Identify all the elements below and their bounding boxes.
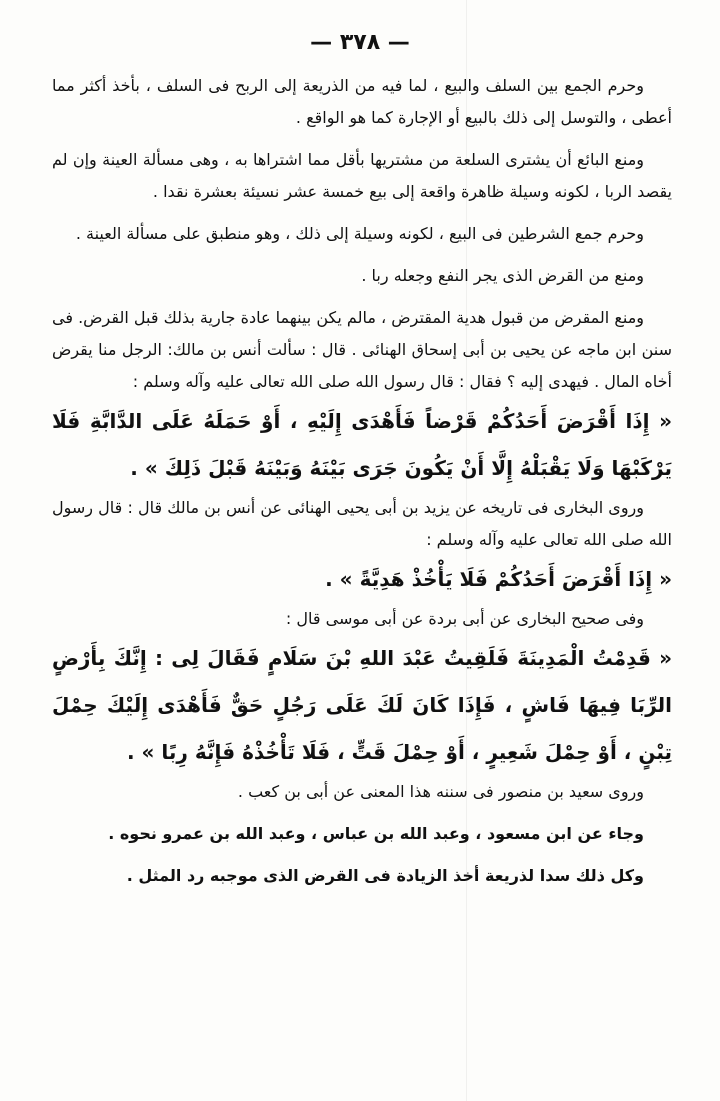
- paragraph-3: وحرم جمع الشرطين فى البيع ، لكونه وسيلة إلى ذلك ، وهو منطبق على مسألة العينة .: [75, 224, 644, 243]
- paragraph-1: وحرم الجمع بين السلف والبيع ، لما فيه من الذريعة إلى الربح فى السلف ، بأخذ أكثر مما أعطى ، والتوسل إلى ذلك بالبيع أو الإجارة كما هو الواقع .: [52, 76, 672, 127]
- paragraph-2: ومنع البائع أن يشترى السلعة من مشتريها بأقل مما اشتراها به ، وهى مسألة العينة وإن لم يقصد الربا ، لكونه وسيلة ظاهرة واقعة إلى بيع خمسة عشر نسيئة بعشرة نقدا .: [52, 150, 672, 201]
- paragraph-10: وكل ذلك سدا لذريعة أخذ الزيادة فى القرض الذى موجبه رد المثل .: [126, 866, 644, 885]
- paragraph-5: ومنع المقرض من قبول هدية المقترض ، مالم يكن بينهما عادة جارية بذلك قبل القرض. فى سنن ابن ماجه عن يحيى بن أبى إسحاق الهنائى . قال : سألت أنس بن مالك: الرجل منا يقرض أخاه المال . فيهدى إليه ؟ فقال : قال رسول الله صلى الله تعالى عليه وآله وسلم :: [52, 308, 672, 391]
- paragraph-7: وفى صحيح البخارى عن أبى بردة عن أبى موسى قال :: [285, 609, 644, 628]
- hadith-1: « إِذَا أَقْرَضَ أَحَدُكُمْ قَرْضاً فَأَهْدَى إِلَيْهِ ، أَوْ حَمَلَهُ عَلَى الدَّابَّةِ فَلَا يَرْكَبْهَا وَلَا يَقْبَلْهُ إِلَّا أَنْ يَكُونَ جَرَى بَيْنَهُ وَبَيْنَهُ قَبْلَ ذَلِكَ » .: [52, 409, 672, 480]
- hadith-3: « قَدِمْتُ الْمَدِينَةَ فَلَقِيتُ عَبْدَ اللهِ بْنَ سَلَامٍ فَقَالَ لِى : إِنَّكَ بِأَرْضٍ الرِّبَا فِيهَا فَاشٍ ، فَإِذَا كَانَ لَكَ عَلَى رَجُلٍ حَقٌّ فَأَهْدَى إِلَيْكَ حِمْلَ تِبْنٍ ، أَوْ حِمْلَ شَعِيرٍ ، أَوْ حِمْلَ قَتٍّ ، فَلَا تَأْخُذْهُ فَإِنَّهُ رِبًا » .: [52, 646, 672, 764]
- paragraph-6: وروى البخارى فى تاريخه عن يزيد بن أبى يحيى الهنائى عن أنس بن مالك قال : قال رسول الله صلى الله تعالى عليه وآله وسلم :: [52, 498, 672, 549]
- paragraph-4: ومنع من القرض الذى يجر النفع وجعله ربا .: [361, 266, 644, 285]
- page-number: — ٣٧٨ —: [310, 30, 410, 55]
- paragraph-9: وجاء عن ابن مسعود ، وعبد الله بن عباس ، وعبد الله بن عمرو نحوه .: [108, 824, 644, 843]
- hadith-2: « إِذَا أَقْرَضَ أَحَدُكُمْ فَلَا يَأْخُذْ هَدِيَّةً » .: [325, 567, 672, 591]
- page-body: [52, 70, 672, 892]
- paragraph-8: وروى سعيد بن منصور فى سننه هذا المعنى عن أبى بن كعب .: [237, 782, 644, 801]
